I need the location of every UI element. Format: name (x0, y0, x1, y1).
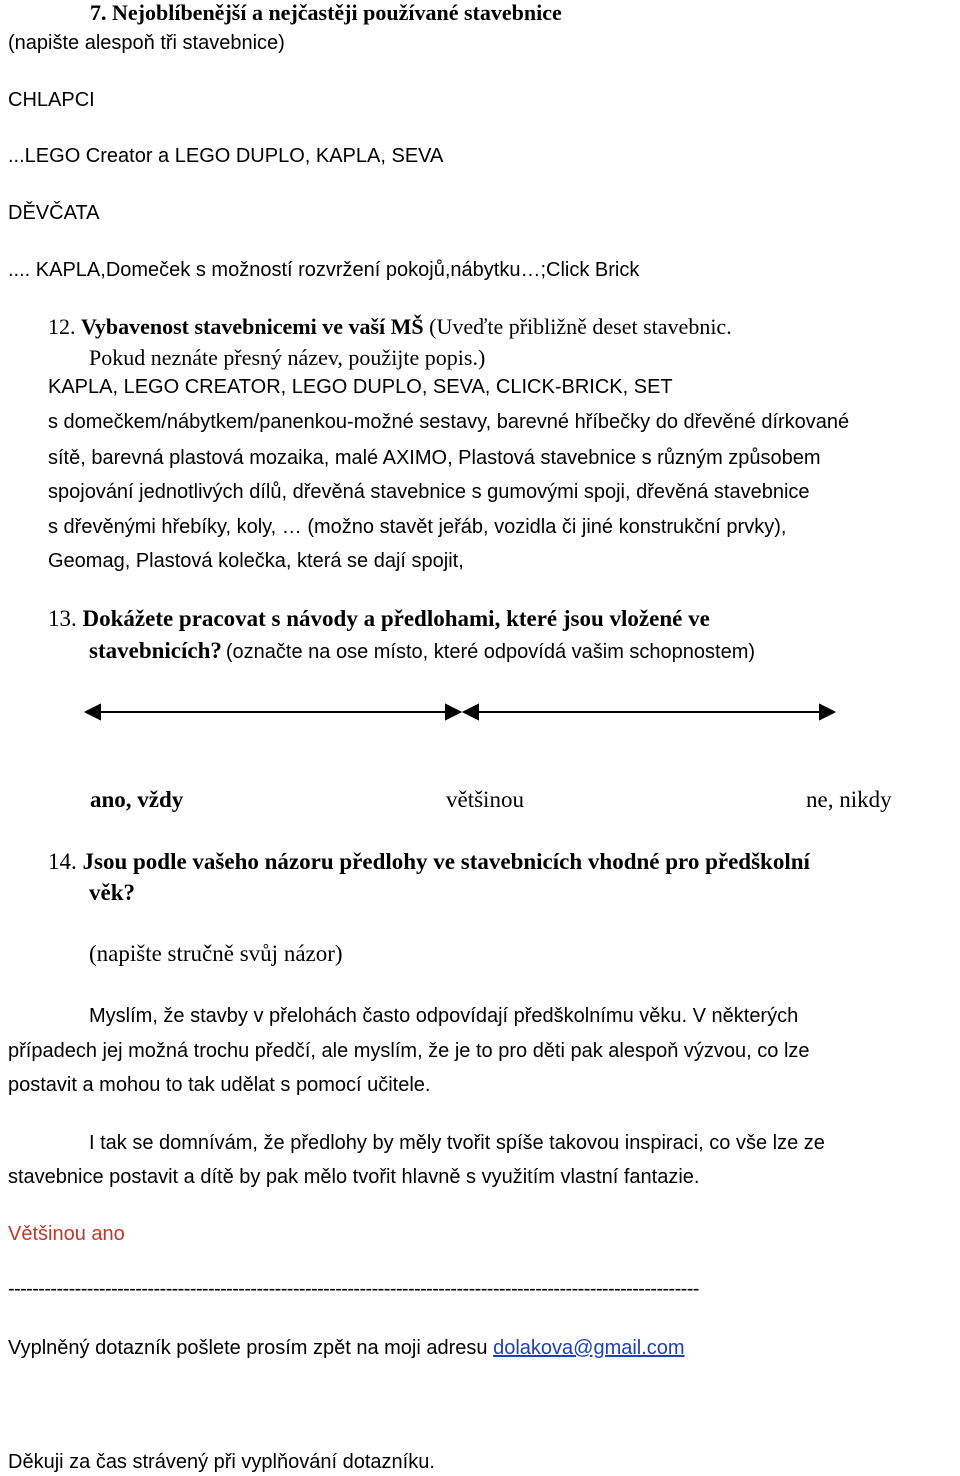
q14-paragraph-line: postavit a mohou to tak udělat s pomocí učitele. (8, 1074, 431, 1096)
q12-answer-line: KAPLA, LEGO CREATOR, LEGO DUPLO, SEVA, CLICK-BRICK, SET (48, 376, 673, 398)
q12-hint-line1: (Uveďte přibližně deset stavebnic. (429, 314, 732, 339)
q12-answer-line: s domečkem/nábytkem/panenkou-možné sestavy, barevné hříbečky do dřevěné dírkované (48, 411, 850, 433)
scale-label-always: ano, vždy (90, 787, 184, 812)
email-link[interactable]: dolakova@gmail.com (493, 1337, 685, 1359)
q13-heading (48, 606, 710, 632)
q14-paragraph-line: I tak se domnívám, že předlohy by měly tvořit spíše takovou inspiraci, co vše lze ze (89, 1132, 825, 1154)
footer-divider: ------------------------------------------------------------------------------------------------------------------ (8, 1278, 699, 1300)
q13-title-line1: Dokážete pracovat s návody a předlohami, které jsou vložené ve (82, 606, 710, 631)
answer-scale[interactable] (80, 696, 840, 728)
q14-verdict: Většinou ano (8, 1223, 125, 1245)
scale-middle-right-arrow-icon (464, 705, 478, 719)
q7-title: Nejoblíbenější a nejčastěji používané stavebnice (112, 0, 562, 25)
q7-hint: (napište alespoň tři stavebnice) (8, 32, 285, 54)
q7-boys-answer: ...LEGO Creator a LEGO DUPLO, KAPLA, SEVA (8, 145, 444, 167)
q12-heading (48, 314, 732, 340)
footer-return-text: Vyplněný dotazník pošlete prosím zpět na moji adresu (8, 1337, 494, 1359)
scale-label-never: ne, nikdy (806, 787, 892, 812)
q14-number: 14. (48, 849, 77, 874)
q14-hint: (napište stručně svůj názor) (89, 941, 343, 966)
q13-heading-line2 (89, 638, 755, 664)
scale-right-arrow-icon (820, 705, 834, 719)
scale-label-mostly: většinou (446, 787, 524, 812)
q12-answer-line: sítě, barevná plastová mozaika, malé AXIMO, Plastová stavebnice s různým způsobem (48, 447, 821, 469)
q12-title: Vybavenost stavebnicemi ve vaší MŠ (81, 314, 424, 339)
q14-title-line2: věk? (89, 880, 135, 905)
footer-thanks: Děkuji za čas strávený při vyplňování dotazníku. (8, 1451, 435, 1473)
q12-answer-line: s dřevěnými hřebíky, koly, … (možno stavět jeřáb, vozidla či jiné konstrukční prvky), (48, 516, 787, 538)
scale-left-arrow-icon (86, 705, 100, 719)
q7-heading (90, 0, 562, 26)
q13-number: 13. (48, 606, 77, 631)
q14-paragraph-line: případech jej možná trochu předčí, ale myslím, že je to pro děti pak alespoň výzvou, co lze (8, 1040, 810, 1062)
q14-heading (48, 849, 810, 875)
scale-middle-left-arrow-icon (446, 705, 460, 719)
q13-title-line2: stavebnicích? (89, 638, 222, 663)
q12-answer-line: spojování jednotlivých dílů, dřevěná stavebnice s gumovými spoji, dřevěná stavebnice (48, 481, 810, 503)
q7-boys-label: CHLAPCI (8, 89, 95, 111)
q14-paragraph-line: stavebnice postavit a dítě by pak mělo tvořit hlavně s využitím vlastní fantazie. (8, 1166, 700, 1188)
q7-girls-label: DĚVČATA (8, 202, 100, 224)
q7-girls-answer: .... KAPLA,Domeček s možností rozvržení pokojů,nábytku…;Click Brick (8, 259, 640, 281)
footer-return (8, 1337, 685, 1360)
q7-number: 7. (90, 0, 107, 25)
q12-hint-line2: Pokud neznáte přesný název, použijte popis.) (89, 345, 486, 370)
q14-title-line1: Jsou podle vašeho názoru předlohy ve stavebnicích vhodné pro předškolní (82, 849, 810, 874)
q13-hint: (označte na ose místo, které odpovídá vašim schopnostem) (225, 641, 756, 663)
q14-paragraph-line: Myslím, že stavby v přelohách často odpovídají předškolnímu věku. V některých (89, 1005, 799, 1027)
q12-answer-line: Geomag, Plastová kolečka, která se dají spojit, (48, 550, 464, 572)
q12-number: 12. (48, 314, 76, 339)
